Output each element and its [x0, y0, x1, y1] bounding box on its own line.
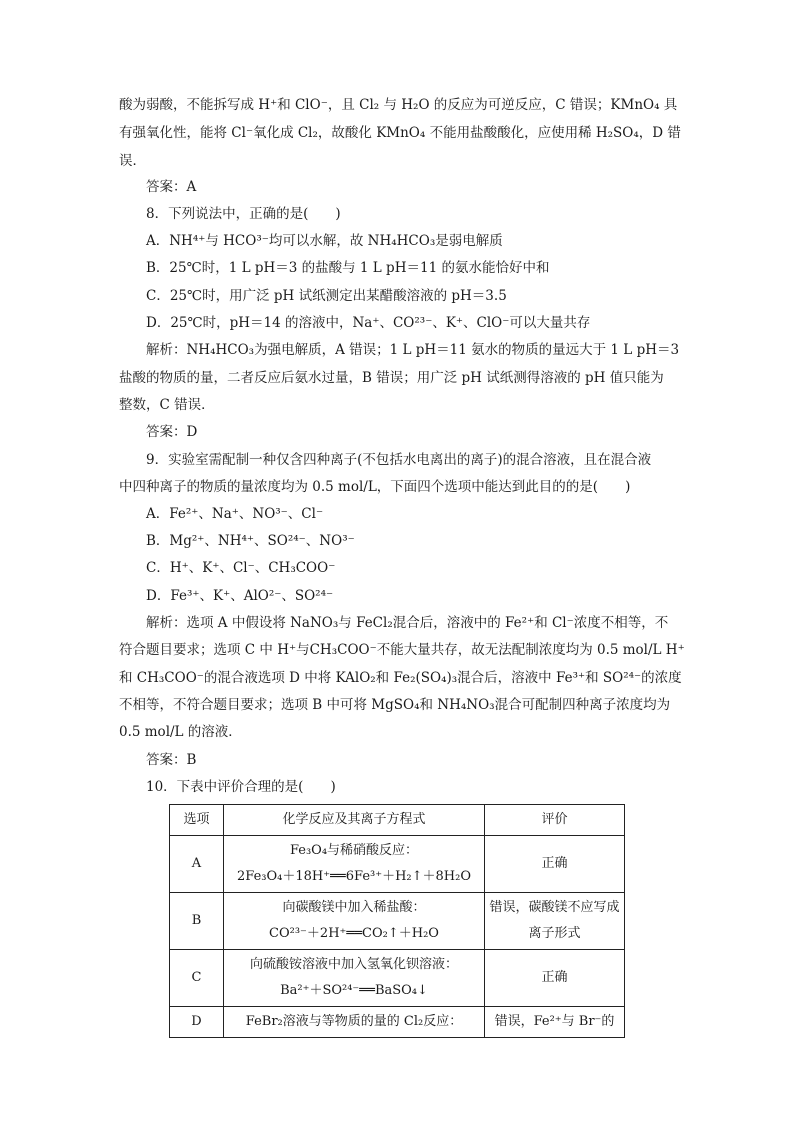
header-evaluation: 评价 [485, 805, 625, 836]
row-evaluation: 错误，Fe²⁺与 Br⁻的 [485, 1007, 625, 1038]
reaction-text: 向硫酸铵溶液中加入氢氧化钡溶液： [249, 957, 458, 972]
q9-analysis: 符合题目要求；选项 C 中 H⁺与CH₃COO⁻不能大量共存，故无法配制浓度均为 0.5 mol/L H⁺ [119, 642, 685, 658]
text-line: 有强氧化性，能将 Cl⁻氧化成 Cl₂，故酸化 KMnO₄ 不能用盐酸酸化，应使用稀 H₂SO₄，D 错 [119, 125, 681, 141]
header-reaction: 化学反应及其离子方程式 [224, 805, 485, 836]
row-option: A [170, 836, 224, 893]
q9-option-d: D．Fe³⁺、K⁺、AlO²⁻、SO²⁴⁻ [146, 588, 334, 604]
reaction-text: FeBr₂溶液与等物质的量的 Cl₂反应： [245, 1014, 463, 1029]
row-evaluation: 正确 [485, 950, 625, 1007]
table-row [170, 950, 625, 1007]
header-option: 选项 [170, 805, 224, 836]
q9-analysis: 不相等，不符合题目要求；选项 B 中可将 MgSO₄和 NH₄NO₃混合可配制四种离子浓度均为 [119, 697, 671, 713]
row-reaction [224, 836, 485, 893]
row-reaction [224, 950, 485, 1007]
question-9-stem: 9．实验室需配制一种仅含四种离子(不包括水电离出的离子)的混合溶液，且在混合液 [146, 452, 652, 468]
row-reaction [224, 1007, 485, 1038]
table-row [170, 836, 625, 893]
q8-analysis: 盐酸的物质的量，二者反应后氨水过量，B 错误；用广泛 pH 试纸测得溶液的 pH 值只能为 [119, 370, 664, 386]
ionic-equation: CO²³⁻＋2H⁺══CO₂↑＋H₂O [269, 926, 439, 941]
row-evaluation: 错误，碳酸镁不应写成离子形式 [485, 893, 625, 950]
q8-option-c: C．25℃时，用广泛 pH 试纸测定出某醋酸溶液的 pH＝3.5 [146, 288, 507, 304]
q8-option-b: B．25℃时，1 L pH＝3 的盐酸与 1 L pH＝11 的氨水能恰好中和 [146, 260, 550, 276]
ionic-equation: 2Fe₃O₄＋18H⁺══6Fe³⁺＋H₂↑＋8H₂O [236, 869, 471, 884]
answer-7: 答案：A [146, 179, 197, 195]
row-option: B [170, 893, 224, 950]
q8-analysis: 整数，C 错误． [119, 397, 215, 413]
q8-option-d: D．25℃时，pH＝14 的溶液中，Na⁺、CO²³⁻、K⁺、ClO⁻可以大量共存 [146, 315, 591, 331]
row-option: D [170, 1007, 224, 1038]
q9-analysis: 解析：选项 A 中假设将 NaNO₃与 FeCl₂混合后，溶液中的 Fe²⁺和 Cl⁻浓度不相等，不 [146, 615, 669, 631]
table-row [170, 893, 625, 950]
question-9-stem: 中四种离子的物质的量浓度均为 0.5 mol/L，下面四个选项中能达到此目的的是( ) [119, 479, 631, 495]
q8-analysis: 解析：NH₄HCO₃为强电解质，A 错误；1 L pH＝11 氨水的物质的量远大于 1 L pH＝3 [146, 342, 680, 358]
ionic-equation: Ba²⁺＋SO²⁴⁻══BaSO₄↓ [280, 983, 428, 998]
q9-option-c: C．H⁺、K⁺、Cl⁻、CH₃COO⁻ [146, 560, 336, 576]
q9-option-a: A．Fe²⁺、Na⁺、NO³⁻、Cl⁻ [146, 506, 324, 522]
q9-analysis: 和 CH₃COO⁻的混合液选项 D 中将 KAlO₂和 Fe₂(SO₄)₃混合后，溶液中 Fe³⁺和 SO²⁴⁻的浓度 [119, 670, 682, 686]
q9-option-b: B．Mg²⁺、NH⁴⁺、SO²⁴⁻、NO³⁻ [146, 533, 355, 549]
table-row [170, 1007, 625, 1038]
q8-answer: 答案：D [146, 424, 198, 440]
q9-analysis: 0.5 mol/L 的溶液． [119, 724, 242, 740]
row-evaluation: 正确 [485, 836, 625, 893]
row-option: C [170, 950, 224, 1007]
row-reaction [224, 893, 485, 950]
reaction-text: Fe₃O₄与稀硝酸反应： [289, 843, 419, 858]
q8-option-a: A．NH⁴⁺与 HCO³⁻均可以水解，故 NH₄HCO₃是弱电解质 [146, 233, 503, 249]
q9-answer: 答案：B [146, 752, 197, 768]
text-line: 酸为弱酸，不能拆写成 H⁺和 ClO⁻，且 Cl₂ 与 H₂O 的反应为可逆反应，C 错误；KMnO₄ 具 [119, 97, 678, 113]
question-10-stem: 10．下表中评价合理的是( ) [146, 779, 336, 795]
text-line: 误． [119, 153, 146, 169]
reaction-text: 向碳酸镁中加入稀盐酸： [282, 900, 426, 915]
evaluation-table [169, 804, 625, 1038]
table-header-row [170, 805, 625, 836]
question-8-stem: 8．下列说法中，正确的是( ) [146, 206, 341, 222]
